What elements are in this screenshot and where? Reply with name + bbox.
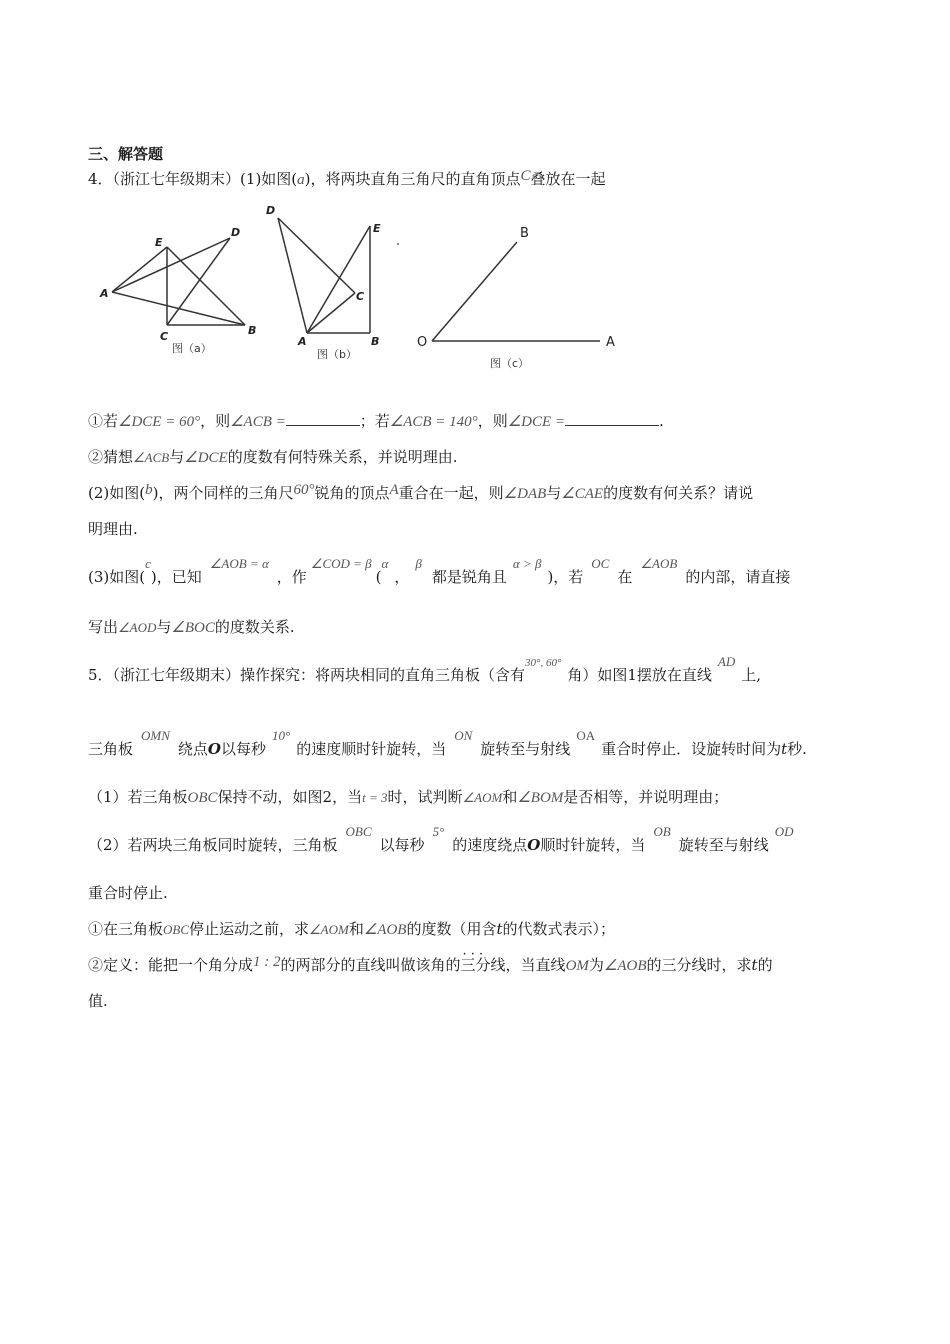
q5-part1: （1）若三角板OBC保持不动，如图2，当t = 3时，试判断∠AOM和∠BOM是否相等，并说明理由； — [88, 788, 729, 806]
figure-a-lines — [112, 238, 245, 325]
q5-part2: （2）若两块三角板同时旋转，三角板OBC以每秒5°的速度绕点O顺时针旋转，当OB旋转至与射线OD — [88, 824, 794, 854]
answer-blank-1[interactable] — [286, 411, 360, 426]
q4-part1-2: ②猜想∠ACB与∠DCE的度数有何特殊关系，并说明理由. — [88, 448, 458, 466]
q5-part2-2: ②定义：能把一个角分成1 : 2的两部分的直线叫做该角的· · · 三分线，当直线OM为∠AOB的三分线时，求t的 — [88, 954, 773, 977]
fig-c-caption: 图（c） — [490, 357, 530, 370]
q5-stem-1: 5．（浙江七年级期末）操作探究：将两块相同的直角三角板（含有$^{30^\circ, 60^\circ}$角）如图1摆放在直线AD上, — [88, 654, 762, 684]
q5-part2-2-cont: 值. — [88, 992, 108, 1010]
fig-b-label-E: E — [373, 222, 381, 235]
section-title: 三、解答题 — [88, 145, 164, 163]
answer-blank-2[interactable] — [565, 411, 659, 426]
figure-c-lines — [432, 242, 600, 341]
fig-a-label-A: A — [100, 287, 109, 300]
fig-a-label-B: B — [248, 324, 257, 337]
figure-b-lines — [278, 218, 370, 333]
q4-part3-cont: 写出∠AOD与∠BOC的度数关系. — [88, 618, 295, 636]
fig-a-label-C: C — [160, 330, 169, 343]
fig-c-label-B: B — [520, 226, 529, 241]
q5-part2-cont: 重合时停止. — [88, 884, 168, 902]
q4-part1-1: ①若∠DCE = 60°，则∠ACB = ；若∠ACB = 140°，则∠DCE = . — [88, 412, 664, 430]
fig-b-caption: 图（b） — [317, 348, 357, 361]
fig-c-label-A: A — [606, 335, 615, 350]
fig-c-label-O: O — [417, 335, 428, 350]
q4-part2-cont: 明理由. — [88, 520, 138, 538]
fig-b-label-D: D — [266, 204, 276, 217]
q4-part3: (3)如图(c)，已知∠AOB = α，作∠COD = β(α，β都是锐角且α > β)，若OC在∠AOB的内部，请直接 — [88, 556, 791, 586]
q5-stem-2: 三角板OMN绕点O以每秒10°的速度顺时针旋转，当ON旋转至与射线OA重合时停止．设旋转时间为t秒. — [88, 728, 807, 758]
fig-b-label-C: C — [356, 290, 365, 303]
fig-b-label-B: B — [371, 335, 380, 348]
fig-b-label-A: A — [298, 335, 307, 348]
q4-stem: 4．（浙江七年级期末）(1)如图(a)，将两块直角三角尺的直角顶点C叠放在一起 — [88, 168, 606, 188]
fig-a-label-E: E — [155, 236, 163, 249]
fig-a-caption: 图（a） — [172, 342, 212, 355]
q4-part2: (2)如图(b)，两个同样的三角尺60°锐角的顶点A重合在一起，则∠DAB与∠CAE的度数有何关系？请说 — [88, 482, 754, 502]
fig-a-label-D: D — [231, 226, 241, 239]
q5-part2-1: ①在三角板OBC停止运动之前，求∠AOM和∠AOB的度数（用含t的代数式表示）； — [88, 920, 616, 938]
